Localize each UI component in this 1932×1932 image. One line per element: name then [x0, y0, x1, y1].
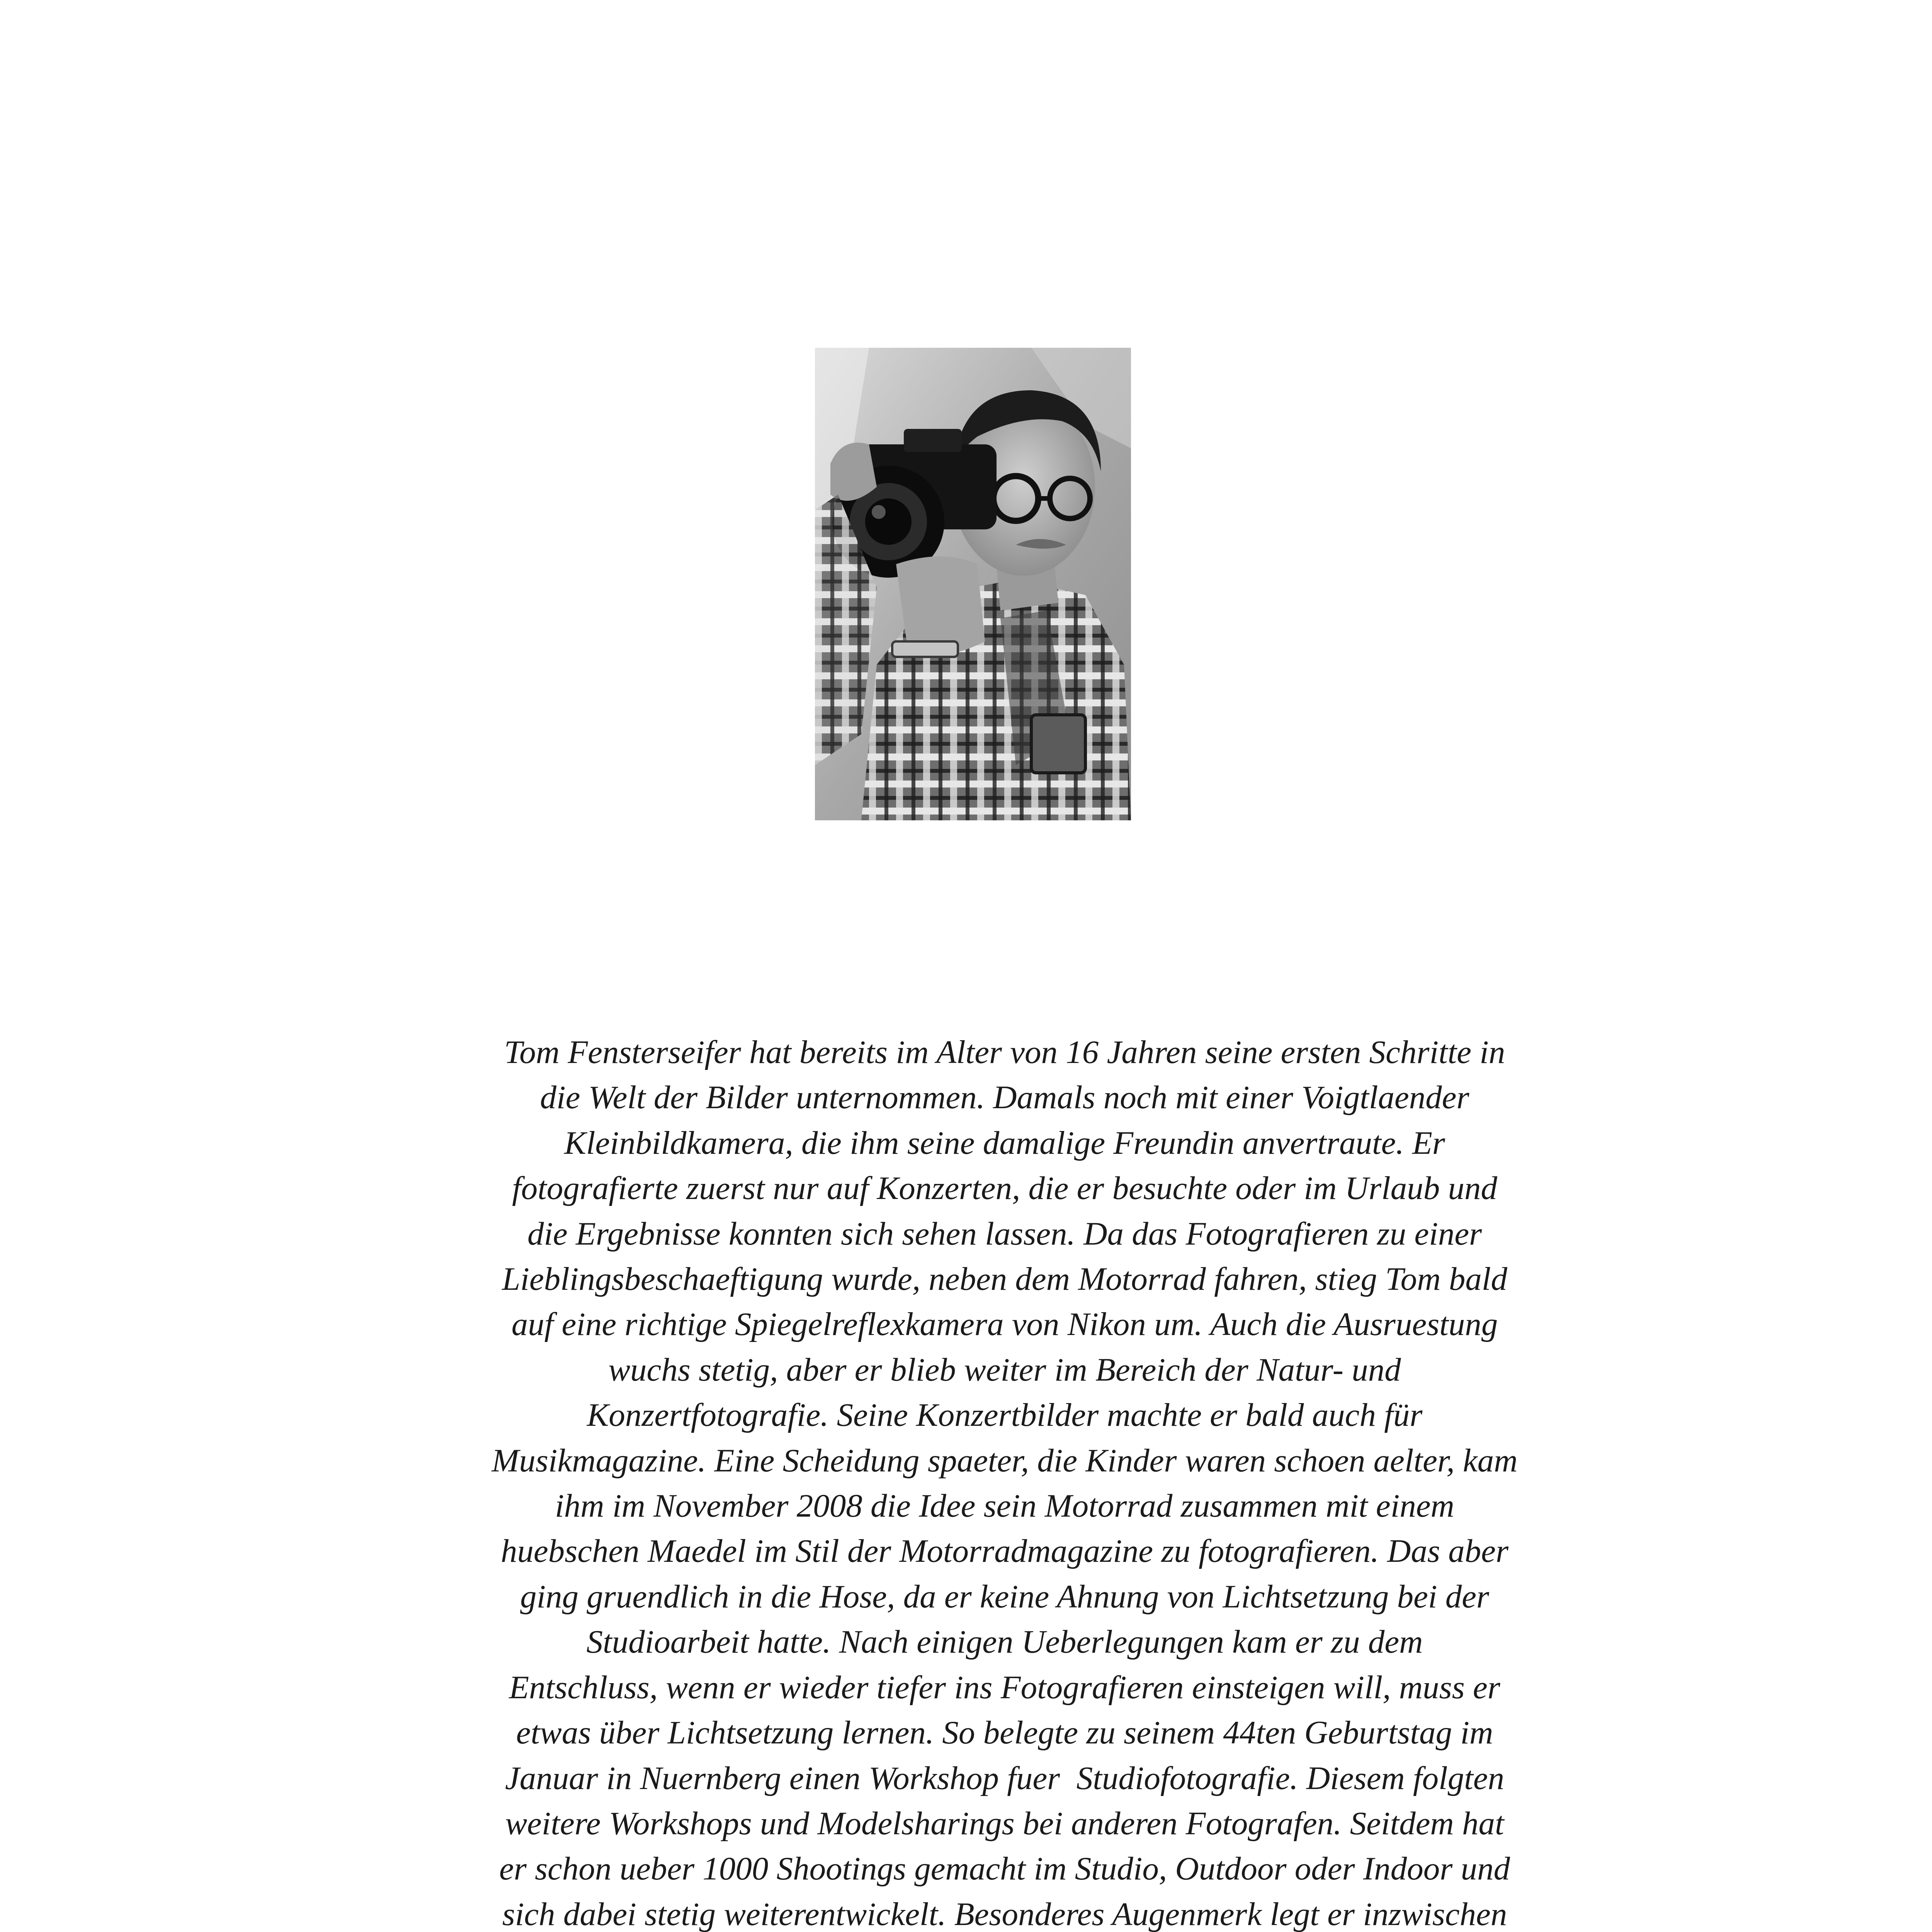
portrait-photo — [815, 348, 1131, 820]
bio-line: wuchs stetig, aber er blieb weiter im Bereich der Natur- und — [608, 1351, 1401, 1388]
bio-line: auf eine richtige Spiegelreflexkamera von Nikon um. Auch die Ausruestung — [511, 1306, 1498, 1343]
bio-line: die Welt der Bilder unternommen. Damals noch mit einer Voigtlaender — [540, 1079, 1469, 1116]
bio-line: huebschen Maedel im Stil der Motorradmagazine zu fotografieren. Das aber — [501, 1533, 1509, 1570]
bio-line: etwas über Lichtsetzung lernen. So belegte zu seinem 44ten Geburtstag im — [516, 1714, 1493, 1751]
bio-line: ging gruendlich in die Hose, da er keine Ahnung von Lichtsetzung bei der — [520, 1578, 1489, 1615]
bio-line: Januar in Nuernberg einen Workshop fuer Studiofotografie. Diesem folgten — [505, 1760, 1504, 1796]
bio-line: Studioarbeit hatte. Nach einigen Ueberlegungen kam er zu dem — [586, 1624, 1423, 1660]
bio-line: Kleinbildkamera, die ihm seine damalige Freundin anvertraute. Er — [564, 1124, 1445, 1161]
bio-line: Lieblingsbeschaeftigung wurde, neben dem Motorrad fahren, stieg Tom bald — [502, 1261, 1507, 1298]
bio-line: Musikmagazine. Eine Scheidung spaeter, die Kinder waren schoen aelter, kam — [492, 1442, 1518, 1479]
bio-line: weitere Workshops und Modelsharings bei anderen Fotografen. Seitdem hat — [505, 1805, 1504, 1842]
bio-line: er schon ueber 1000 Shootings gemacht im Studio, Outdoor oder Indoor und — [499, 1850, 1510, 1887]
bio-line: Konzertfotografie. Seine Konzertbilder machte er bald auch für — [587, 1397, 1423, 1434]
bio-line: ihm im November 2008 die Idee sein Motorrad zusammen mit einem — [555, 1488, 1454, 1524]
bio-line: Tom Fensterseifer hat bereits im Alter von 16 Jahren seine ersten Schritte in — [504, 1034, 1505, 1070]
biography-text — [386, 1030, 1623, 1932]
bio-line: sich dabei stetig weiterentwickelt. Besonderes Augenmerk legt er inzwischen — [502, 1896, 1507, 1932]
photographer-portrait-image — [815, 348, 1131, 820]
bio-line: Entschluss, wenn er wieder tiefer ins Fotografieren einsteigen will, muss er — [509, 1669, 1500, 1706]
bio-line: die Ergebnisse konnten sich sehen lassen. Da das Fotografieren zu einer — [527, 1215, 1482, 1252]
bio-line: fotografierte zuerst nur auf Konzerten, die er besuchte oder im Urlaub und — [512, 1170, 1497, 1207]
